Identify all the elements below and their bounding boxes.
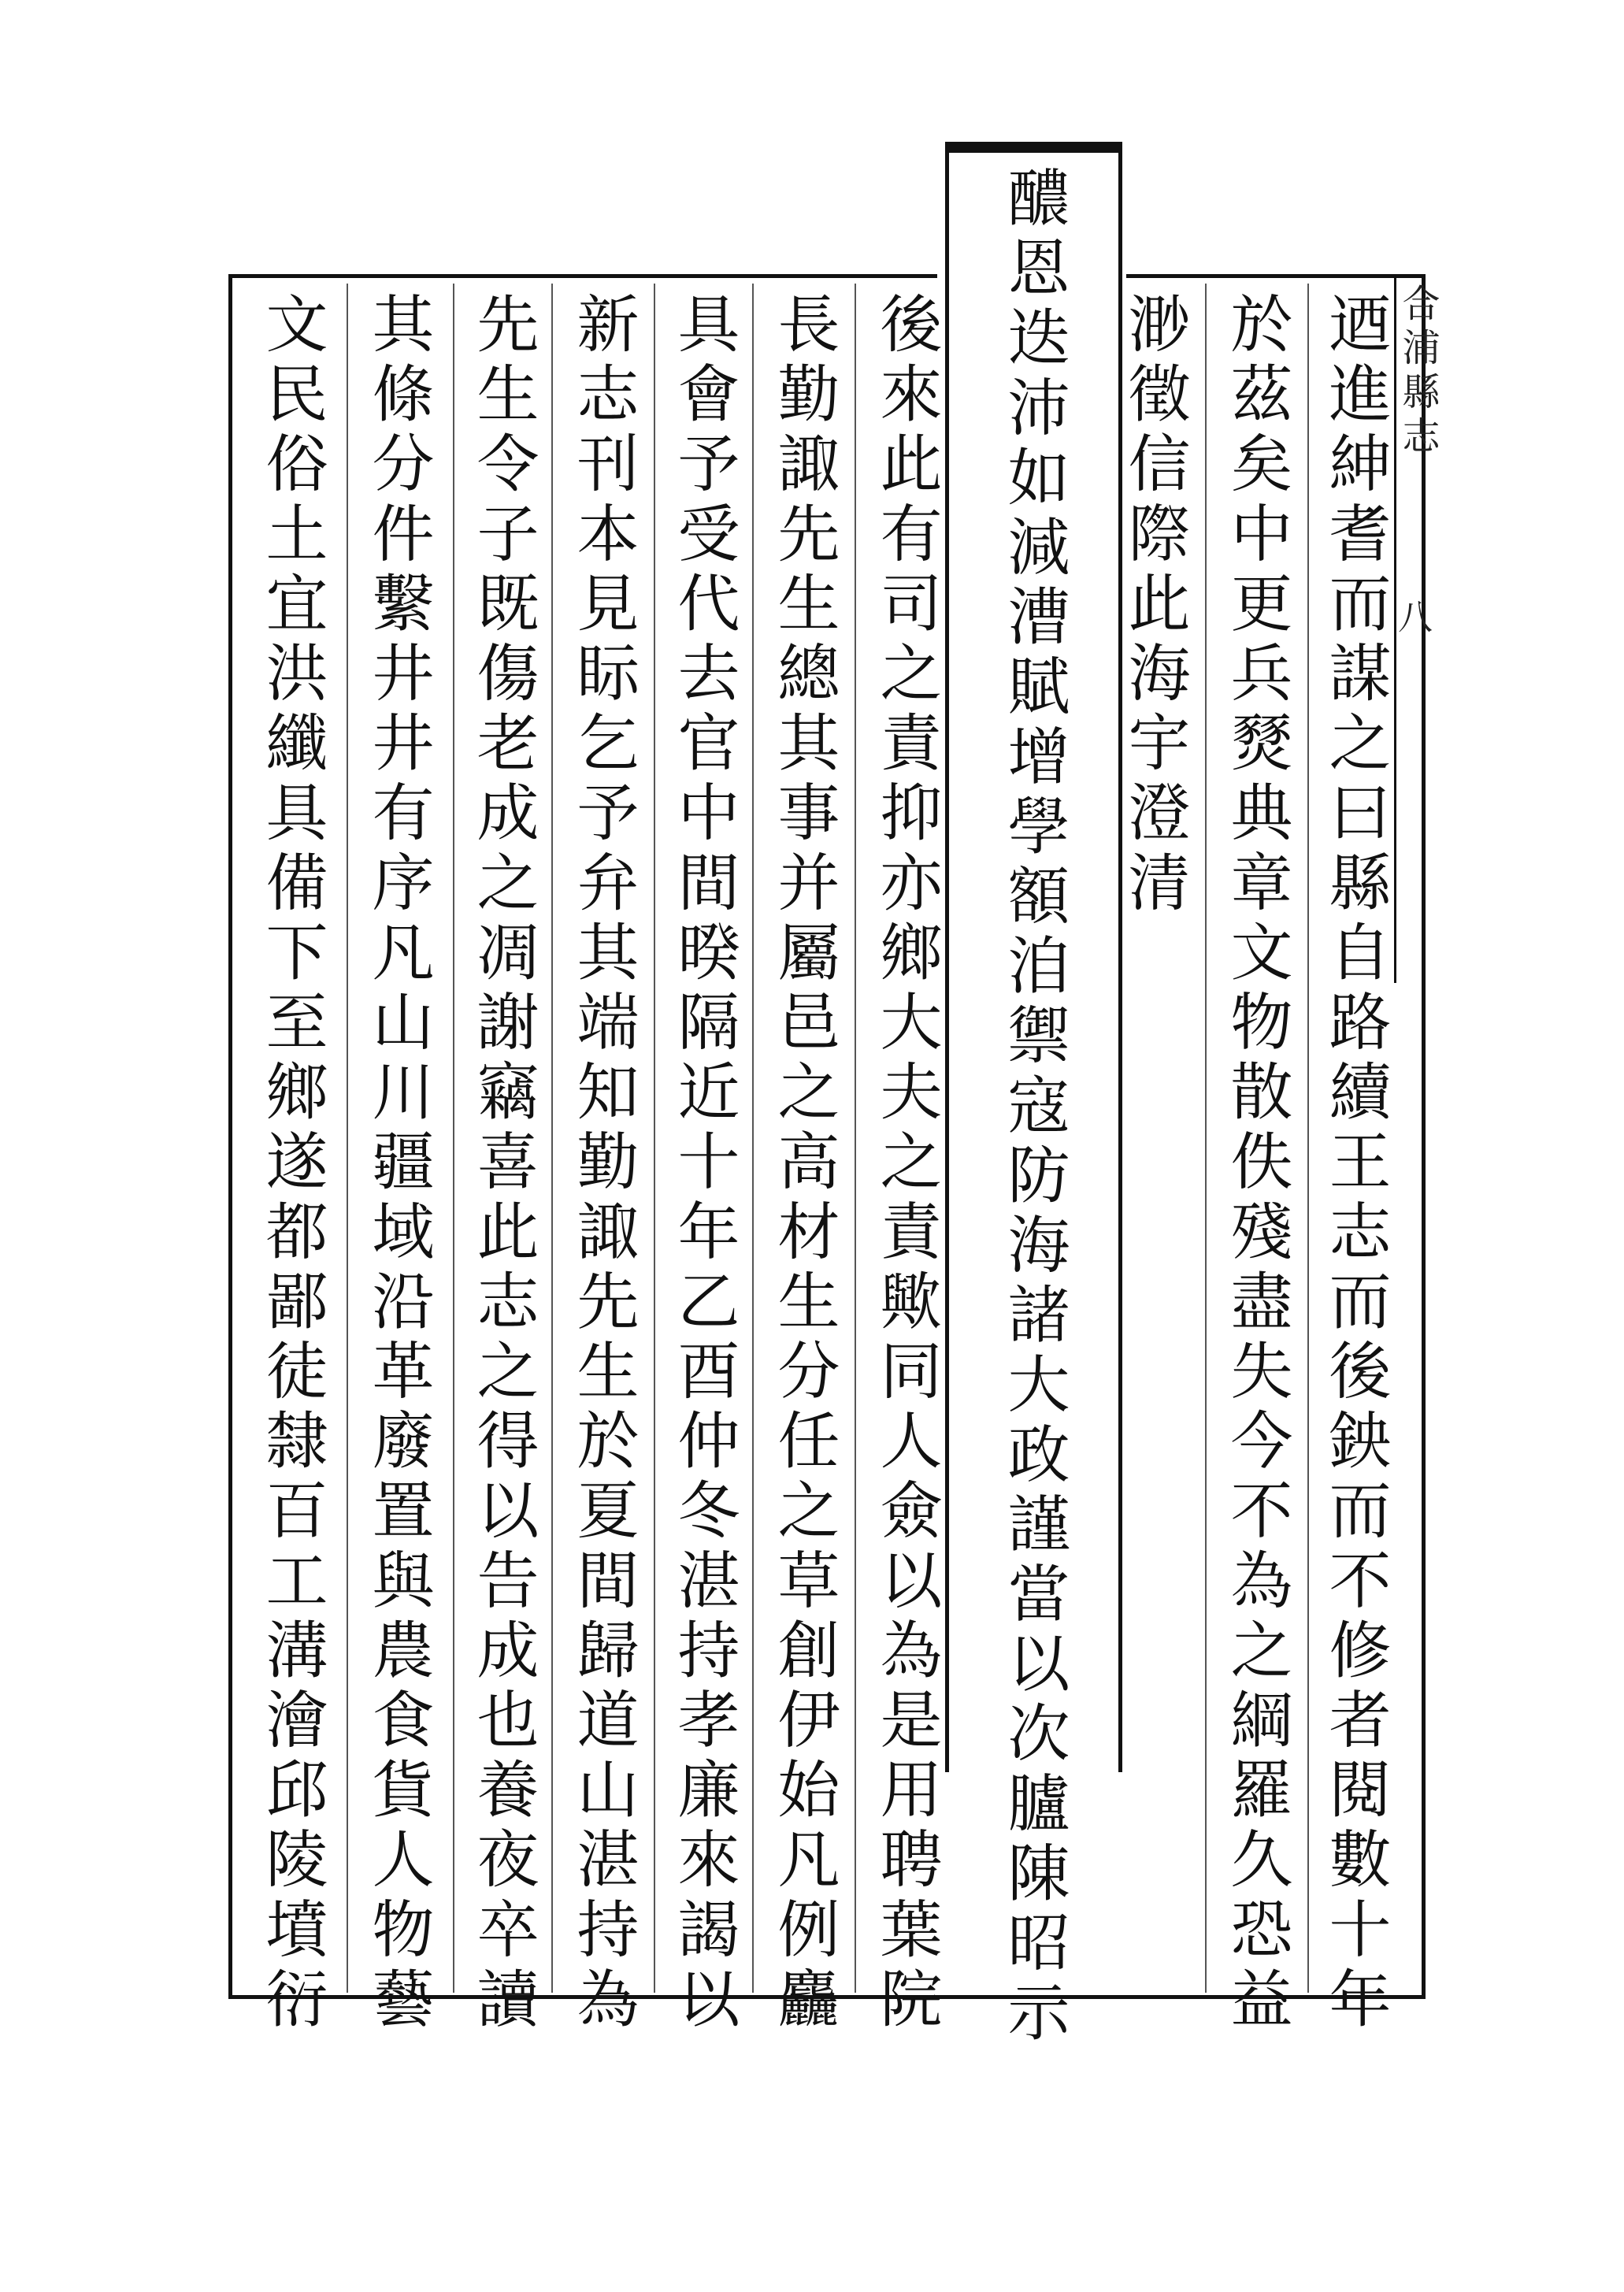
column-rule (1307, 284, 1309, 1993)
text-column-10: 其條分件繫井井有序凡山川疆域沿革廢置與農食貨人物藝 (362, 291, 434, 2036)
column-rule (654, 284, 655, 1993)
column-rule (453, 284, 454, 1993)
text-column-8: 新志刊本見眎乞予弁其端知勤諏先生於夏間歸道山湛持為 (566, 291, 639, 2036)
column-rule (347, 284, 348, 1993)
column-rule (551, 284, 553, 1993)
text-column-1: 迺進紳耆而謀之曰縣自路續王志而後鉠而不修者閱數十年 (1318, 291, 1391, 2036)
column-rule (752, 284, 754, 1993)
text-column-9: 先生令子既傷老成之凋謝竊喜此志之得以告成也養夜卒讀 (466, 291, 539, 2036)
text-column-2: 於茲矣中更兵燹典章文物散佚殘盡失今不為之綱羅久恐益 (1220, 291, 1292, 2036)
text-column-6: 長勤諏先生總其事并屬邑之高材生分任之草創伊始凡例麤 (767, 291, 840, 2036)
column-rule (1205, 284, 1207, 1993)
text-column-11: 文民俗土宜洪纖具備下至鄉遂都鄙徒隸百工溝澮邱陵墳衍 (255, 291, 328, 2036)
text-column-7: 具會予受代去官中間暌隔近十年乙酉仲冬湛持孝廉來謁以 (667, 291, 740, 2036)
text-column-3: 渺徵信際此海宇澄清 (1118, 291, 1190, 920)
banxin-title: 合浦縣志 (1396, 284, 1440, 460)
text-column-5: 後來此有司之責抑亦鄉大夫之責歟同人僉以為是用聘葉院 (869, 291, 942, 2036)
text-column-4-elevated: 醲恩迭沛如減漕賦增學額洎禦寇防海諸大政謹當以次臚陳昭示 (997, 165, 1070, 2050)
column-rule (855, 284, 856, 1993)
banxin-page-number: 八 (1392, 599, 1432, 633)
